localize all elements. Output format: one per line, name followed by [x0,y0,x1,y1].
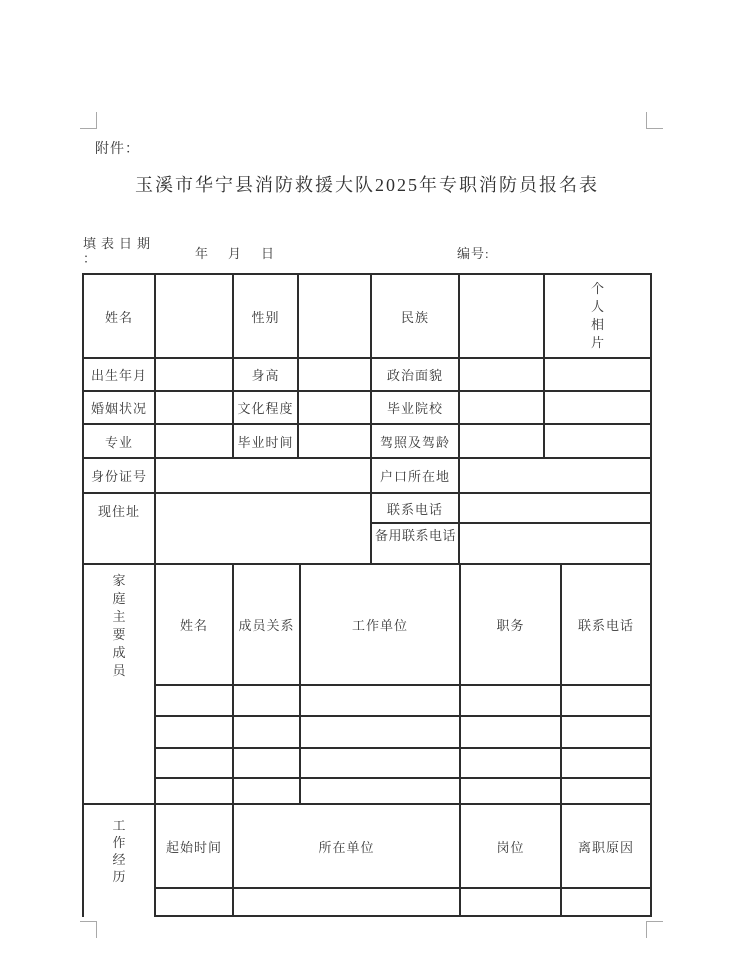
family-input-cell[interactable] [154,715,232,747]
family-input-cell[interactable] [299,747,459,777]
family-col-header-relation: 成员关系 [232,563,299,684]
fill-date-ymd [195,243,274,262]
work-input-cell[interactable] [154,887,232,917]
birth-label: 出生年月 [82,357,154,390]
major-input-cell[interactable] [154,423,232,457]
backup-phone-label: 备用联系电话 [370,522,458,563]
family-input-cell[interactable] [459,684,560,715]
serial-number-label: 编号: [457,246,490,261]
family-col-header-employer: 工作单位 [299,563,459,684]
ethnicity-input-cell[interactable] [458,273,543,357]
family-input-cell[interactable] [232,777,299,803]
year-label: 年 [195,246,209,261]
ethnicity-label: 民族 [370,273,458,357]
family-col-header-name: 姓名 [154,563,232,684]
photo-label-cell [543,273,650,357]
family-input-cell[interactable] [459,747,560,777]
political-status-input-cell[interactable] [458,357,543,390]
major-label: 专业 [82,423,154,457]
backup-phone-input-cell[interactable] [458,522,650,563]
id-number-label: 身份证号 [82,457,154,492]
education-input-cell[interactable] [297,390,370,423]
education-label: 文化程度 [232,390,297,423]
fill-date-text: 填表日期 [83,236,156,251]
birth-input-cell[interactable] [154,357,232,390]
photo-area-cell [543,390,650,423]
school-label: 毕业院校 [370,390,458,423]
work-col-header-employer: 所在单位 [232,803,459,887]
fill-date-label [83,236,155,266]
work-col-header-post: 岗位 [459,803,560,887]
work-col-header-start-time: 起始时间 [154,803,232,887]
school-input-cell[interactable] [458,390,543,423]
family-input-cell[interactable] [560,777,650,803]
family-input-cell[interactable] [459,777,560,803]
month-label: 月 [228,246,242,261]
family-input-cell[interactable] [232,747,299,777]
grad-time-label: 毕业时间 [232,423,297,457]
photo-area-cell [543,357,650,390]
address-input-cell[interactable] [154,492,370,563]
family-input-cell[interactable] [560,684,650,715]
family-input-cell[interactable] [154,777,232,803]
phone-label: 联系电话 [370,492,458,522]
marital-status-input-cell[interactable] [154,390,232,423]
height-input-cell[interactable] [297,357,370,390]
table-bottom-border [154,915,650,917]
family-input-cell[interactable] [299,777,459,803]
work-col-header-leave-reason: 离职原因 [560,803,650,887]
family-input-cell[interactable] [154,747,232,777]
household-label: 户口所在地 [370,457,458,492]
family-col-header-phone: 联系电话 [560,563,650,684]
license-input-cell[interactable] [458,423,543,457]
family-section-label: 家庭主要成员 [112,573,126,678]
family-input-cell[interactable] [299,684,459,715]
name-label: 姓名 [82,273,154,357]
photo-area-cell [543,423,650,457]
name-input-cell[interactable] [154,273,232,357]
address-label: 现住址 [82,492,154,563]
family-input-cell[interactable] [232,715,299,747]
day-label: 日 [261,246,275,261]
application-form-table [82,273,652,917]
fill-date-colon: ： [83,251,97,266]
grad-time-input-cell[interactable] [297,423,370,457]
family-input-cell[interactable] [560,747,650,777]
license-label: 驾照及驾龄 [370,423,458,457]
political-status-label: 政治面貌 [370,357,458,390]
margin-corner-mark-top-right [646,112,663,129]
family-input-cell[interactable] [154,684,232,715]
gender-label: 性别 [232,273,297,357]
work-input-cell[interactable] [560,887,650,917]
marital-status-label: 婚姻状况 [82,390,154,423]
margin-corner-mark-bottom-left [80,921,97,938]
household-input-cell[interactable] [458,457,650,492]
work-section-label: 工作经历 [112,818,126,884]
height-label: 身高 [232,357,297,390]
family-input-cell[interactable] [299,715,459,747]
family-section-label-cell [82,563,154,803]
family-col-header-position: 职务 [459,563,560,684]
family-input-cell[interactable] [232,684,299,715]
work-input-cell[interactable] [459,887,560,917]
work-section-label-cell [82,803,154,917]
page-title: 玉溪市华宁县消防救援大队2025年专职消防员报名表 [135,175,599,195]
work-input-cell[interactable] [232,887,459,917]
margin-corner-mark-top-left [80,112,97,129]
phone-input-cell[interactable] [458,492,650,522]
family-input-cell[interactable] [560,715,650,747]
gender-input-cell[interactable] [297,273,370,357]
margin-corner-mark-bottom-right [646,921,663,938]
family-input-cell[interactable] [459,715,560,747]
attachment-label: 附件： [95,142,140,157]
id-number-input-cell[interactable] [154,457,370,492]
photo-label: 个人相片 [590,281,604,350]
